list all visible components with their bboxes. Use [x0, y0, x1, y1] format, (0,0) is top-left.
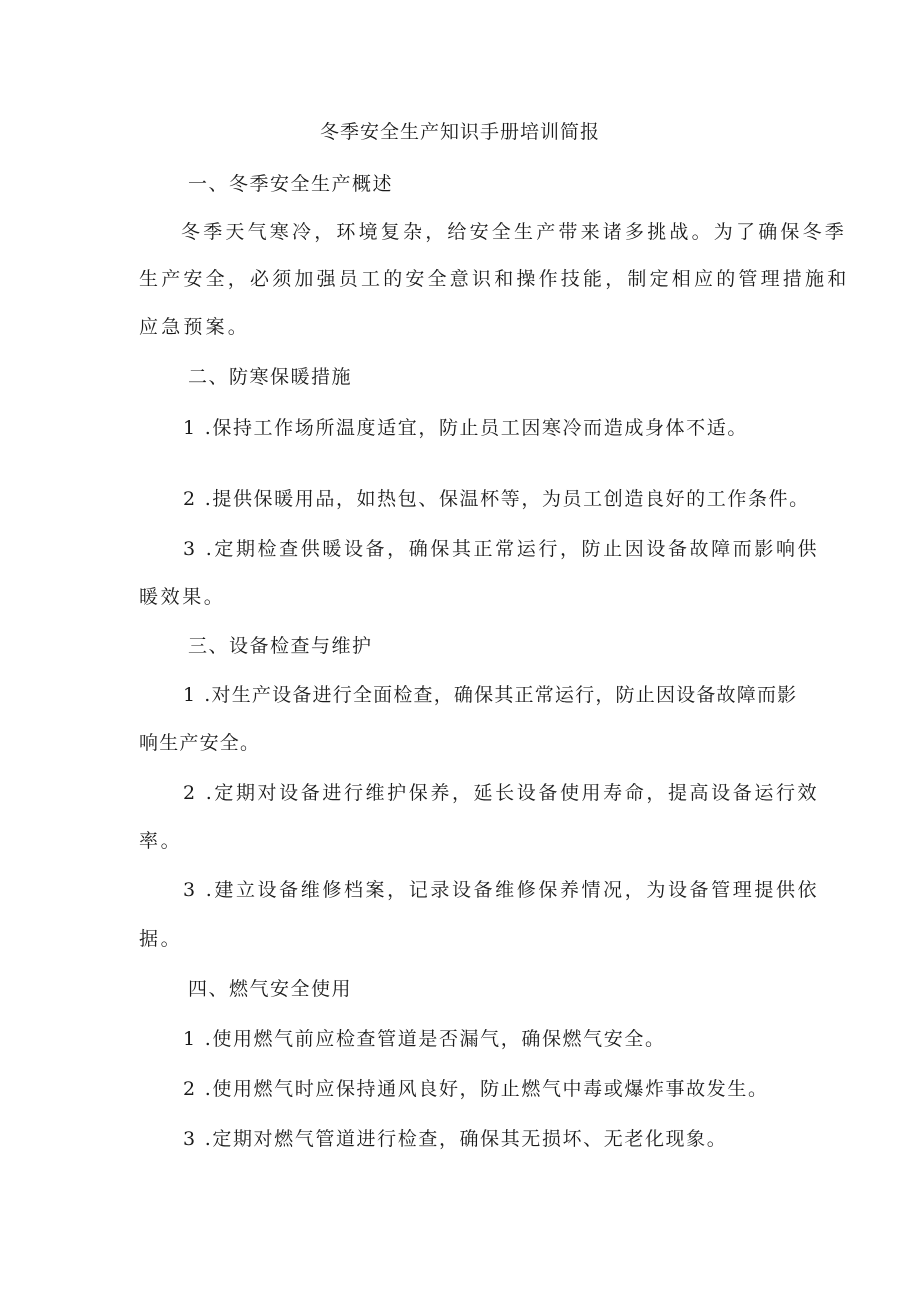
document-title: 冬季安全生产知识手册培训简报 [319, 121, 600, 143]
list-item [183, 779, 819, 807]
paragraph-line: 应急预案。 [139, 316, 251, 338]
list-item [183, 414, 748, 442]
section-heading-4: 四、燃气安全使用 [188, 978, 353, 1000]
list-item-number: 3 [183, 1128, 197, 1150]
list-item [183, 876, 819, 904]
list-item-number: 2 [183, 488, 197, 510]
list-item-text: .提供保暖用品，如热包、保温杯等，为员工创造良好的工作条件。 [204, 488, 810, 510]
list-item-number: 1 [183, 417, 197, 439]
list-item [183, 535, 819, 563]
list-item [183, 485, 810, 513]
list-item-number: 2 [183, 782, 198, 804]
list-item-text: .保持工作场所温度适宜，防止员工因寒冷而造成身体不适。 [204, 417, 748, 439]
list-item-number: 3 [183, 879, 198, 901]
list-item [183, 1025, 666, 1053]
list-item-continuation: 暖效果。 [139, 586, 226, 608]
list-item-text: .对生产设备进行全面检查，确保其正常运行，防止因设备故障而影 [204, 684, 798, 706]
list-item-continuation: 响生产安全。 [139, 732, 261, 754]
list-item-text: .使用燃气前应检查管道是否漏气，确保燃气安全。 [204, 1028, 666, 1050]
list-item-text: .定期对设备进行维护保养，延长设备使用寿命，提高设备运行效 [205, 782, 820, 804]
list-item-number: 2 [183, 1078, 197, 1100]
paragraph-line: 冬季天气寒冷，环境复杂，给安全生产带来诸多挑战。为了确保冬季 [181, 221, 848, 243]
section-heading-1: 一、冬季安全生产概述 [188, 173, 394, 195]
list-item-number: 1 [183, 684, 197, 706]
list-item-text: .定期对燃气管道进行检查，确保其无损坏、无老化现象。 [204, 1128, 728, 1150]
list-item-continuation: 据。 [139, 928, 183, 950]
list-item-text: .建立设备维修档案，记录设备维修保养情况，为设备管理提供依 [205, 879, 820, 901]
list-item [183, 681, 797, 709]
paragraph-line: 生产安全，必须加强员工的安全意识和操作技能，制定相应的管理措施和 [139, 268, 850, 290]
list-item [183, 1075, 769, 1103]
section-heading-2: 二、防寒保暖措施 [188, 366, 353, 388]
list-item-number: 3 [183, 538, 198, 560]
list-item-number: 1 [183, 1028, 197, 1050]
section-heading-3: 三、设备检查与维护 [188, 635, 373, 657]
list-item-text: .使用燃气时应保持通风良好，防止燃气中毒或爆炸事故发生。 [204, 1078, 769, 1100]
list-item [183, 1125, 727, 1153]
list-item-text: .定期检查供暖设备，确保其正常运行，防止因设备故障而影响供 [205, 538, 820, 560]
list-item-continuation: 率。 [139, 830, 183, 852]
